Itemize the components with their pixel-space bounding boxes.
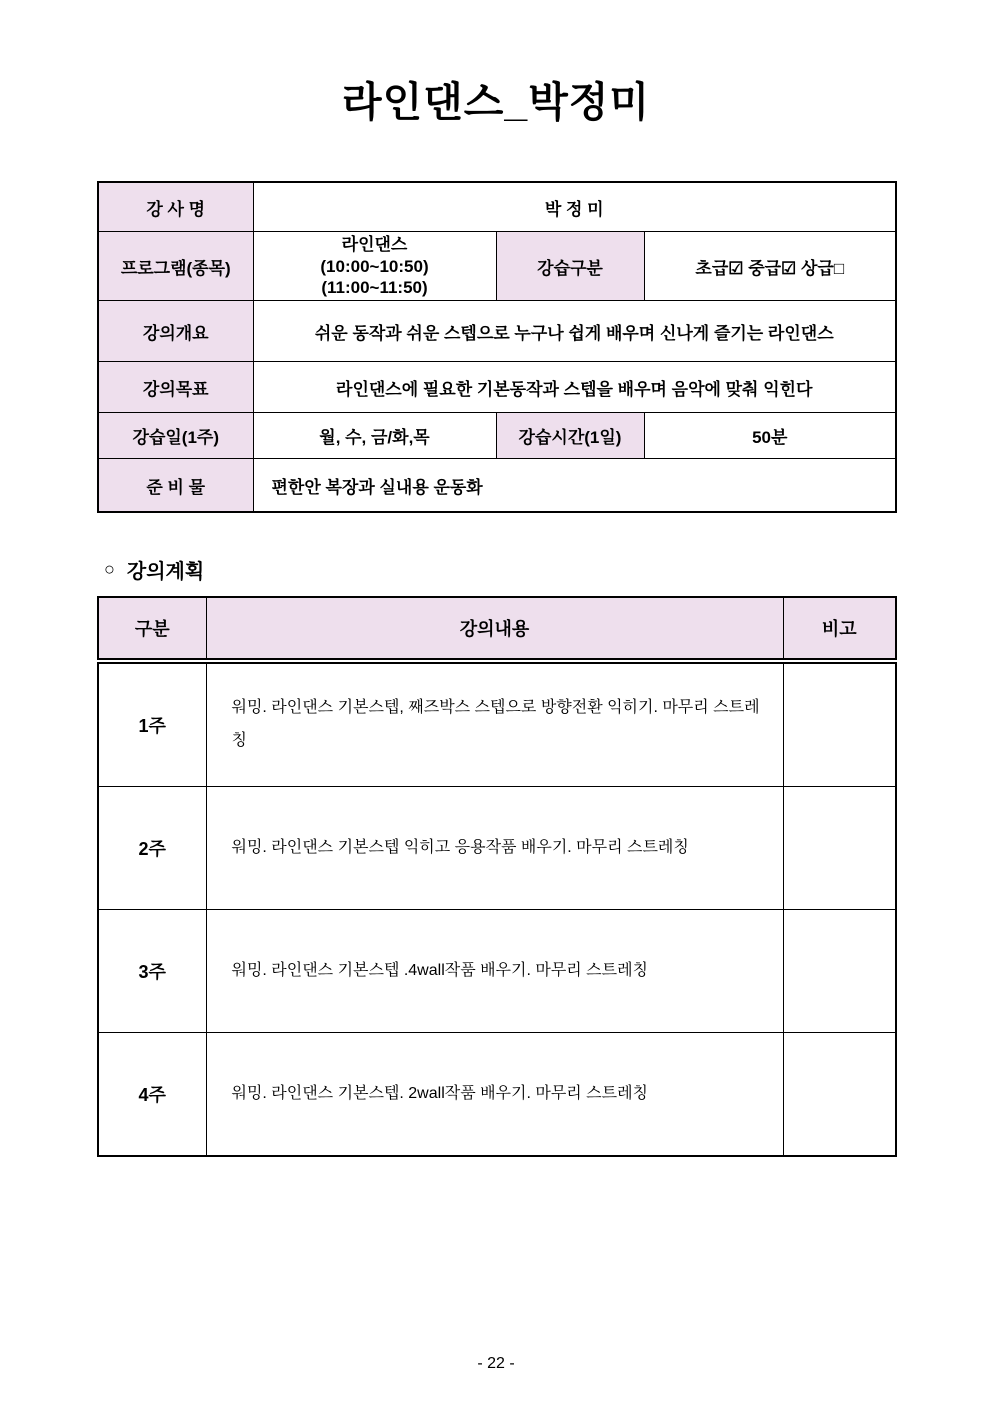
content-column-header: 강의내용: [206, 597, 783, 661]
program-label-cell: 프로그램(종목): [98, 232, 253, 301]
level-label-cell: 강습구분: [496, 232, 644, 301]
note-column-header: 비고: [783, 597, 896, 661]
instructor-value-cell: 박 정 미: [253, 182, 896, 232]
info-row-instructor: [98, 182, 896, 232]
content-cell: 워밍. 라인댄스 기본스텝. 2wall작품 배우기. 마무리 스트레칭: [206, 1033, 783, 1157]
week-cell: 2주: [98, 787, 206, 910]
plan-table-header: [98, 597, 896, 661]
note-cell: [783, 787, 896, 910]
content-cell: 워밍. 라인댄스 기본스텝, 째즈박스 스텝으로 방향전환 익히기. 마무리 스트레칭: [206, 661, 783, 787]
week-cell: 4주: [98, 1033, 206, 1157]
program-name: 라인댄스: [341, 235, 408, 255]
note-cell: [783, 1033, 896, 1157]
plan-row-week2: [98, 787, 896, 910]
note-cell: [783, 910, 896, 1033]
lecture-plan-table: [97, 596, 897, 1157]
supplies-value-cell: 편한안 복장과 실내용 운동화: [253, 459, 896, 513]
days-value-cell: 월, 수, 금/화,목: [253, 413, 496, 459]
info-row-schedule: [98, 413, 896, 459]
program-time-1: (10:00~10:50): [320, 256, 429, 276]
page-title: 라인댄스_박정미: [341, 79, 651, 125]
content-cell: 워밍. 라인댄스 기본스텝 익히고 응용작품 배우기. 마무리 스트레칭: [206, 787, 783, 910]
instructor-label-cell: 강 사 명: [98, 182, 253, 232]
level-checkboxes-cell: 초급☑ 중급☑ 상급□: [644, 232, 896, 301]
goal-label-cell: 강의목표: [98, 362, 253, 413]
section-title: 강의계획: [126, 561, 205, 584]
program-value-cell: [253, 232, 496, 301]
week-column-header: 구분: [98, 597, 206, 661]
week-cell: 3주: [98, 910, 206, 1033]
plan-row-week4: [98, 1033, 896, 1157]
info-row-overview: [98, 301, 896, 362]
info-row-program: [98, 232, 896, 301]
days-label-cell: 강습일(1주): [98, 413, 253, 459]
plan-row-week3: [98, 910, 896, 1033]
plan-header-row: [98, 597, 896, 661]
circle-bullet-icon: ○: [104, 559, 115, 580]
program-time-2: (11:00~11:50): [321, 277, 428, 297]
week-cell: 1주: [98, 661, 206, 787]
overview-label-cell: 강의개요: [98, 301, 253, 362]
info-row-supplies: [98, 459, 896, 513]
duration-value-cell: 50분: [644, 413, 896, 459]
goal-value-cell: 라인댄스에 필요한 기본동작과 스텝을 배우며 음악에 맞춰 익힌다: [253, 362, 896, 413]
info-row-goal: [98, 362, 896, 413]
note-cell: [783, 661, 896, 787]
overview-value-cell: 쉬운 동작과 쉬운 스텝으로 누구나 쉽게 배우며 신나게 즐기는 라인댄스: [253, 301, 896, 362]
duration-label-cell: 강습시간(1일): [496, 413, 644, 459]
course-info-table: [97, 181, 897, 513]
page-number: - 22 -: [477, 1355, 515, 1372]
content-cell: 워밍. 라인댄스 기본스텝 .4wall작품 배우기. 마무리 스트레칭: [206, 910, 783, 1033]
plan-row-week1: [98, 661, 896, 787]
lecture-plan-section-heading: [104, 555, 992, 584]
supplies-label-cell: 준 비 물: [98, 459, 253, 513]
